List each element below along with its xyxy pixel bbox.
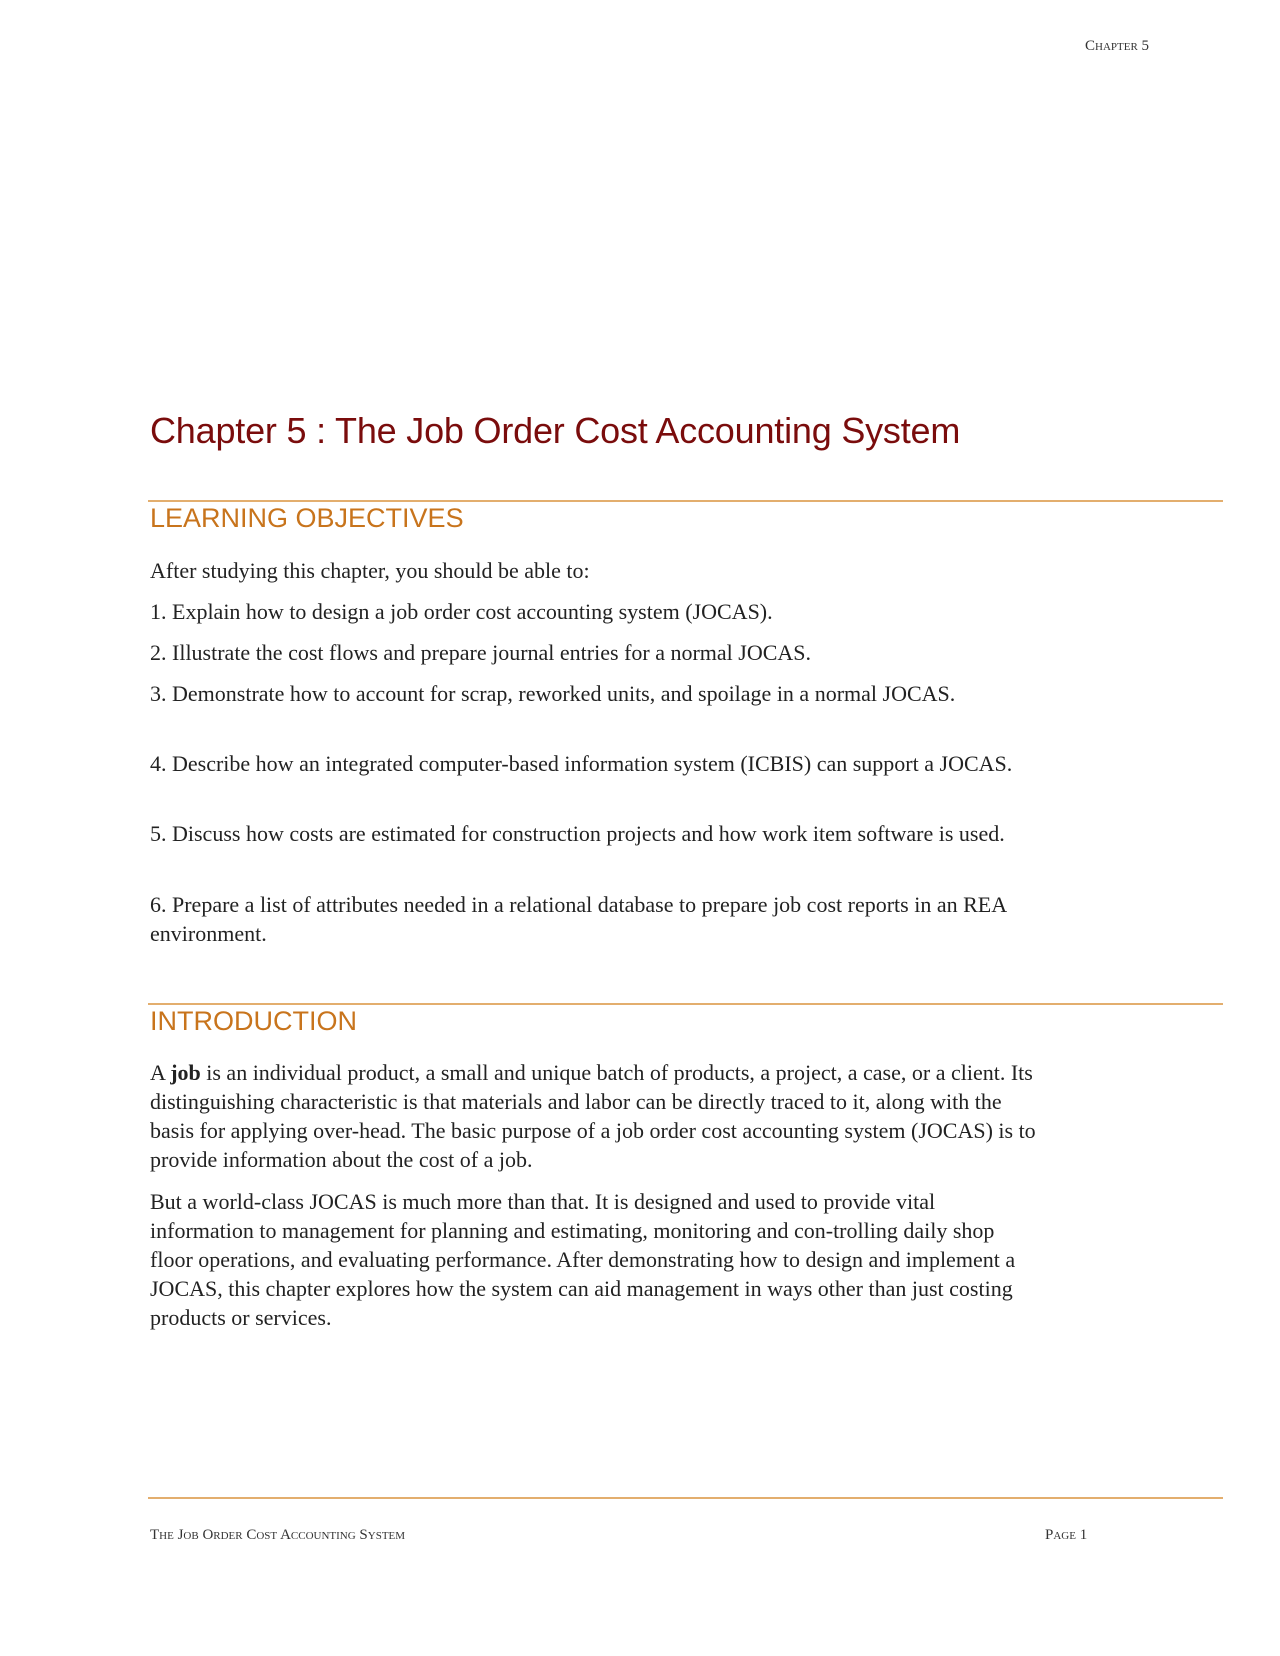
paragraph-lead: A xyxy=(150,1060,171,1085)
running-header: Chapter 5 xyxy=(1085,38,1150,54)
chapter-title: Chapter 5 : The Job Order Cost Accounting System xyxy=(150,410,961,451)
footer-divider xyxy=(148,1497,1223,1499)
page-number: Page 1 xyxy=(1045,1527,1088,1543)
objectives-intro: After studying this chapter, you should be able to: xyxy=(150,558,590,583)
objective-item-6: 6. Prepare a list of attributes needed in a relational database to prepare job cost reports in an REA environment. xyxy=(150,892,1006,946)
objective-item-1: 1. Explain how to design a job order cost accounting system (JOCAS). xyxy=(150,599,773,624)
objective-item-5: 5. Discuss how costs are estimated for construction projects and how work item software is used. xyxy=(150,821,1005,846)
learning-objectives-heading: LEARNING OBJECTIVES xyxy=(150,503,464,533)
introduction-paragraph-1 xyxy=(150,1058,1040,1174)
objective-item-2: 2. Illustrate the cost flows and prepare journal entries for a normal JOCAS. xyxy=(150,640,812,665)
introduction-heading: INTRODUCTION xyxy=(150,1006,357,1036)
objective-item-4: 4. Describe how an integrated computer-based information system (ICBIS) can support a JOCAS. xyxy=(150,751,1013,776)
paragraph-body: is an individual product, a small and unique batch of products, a project, a case, or a client. Its distinguishing characteristic is that materials and labor can be directly traced to it, along with the basis for applying over-head. The basic purpose of a job order cost accounting system (JOCAS) is to provide information about the cost of a job. xyxy=(150,1060,1036,1172)
term-job: job xyxy=(170,1060,201,1085)
section-divider xyxy=(148,500,1223,502)
introduction-paragraph-2: But a world-class JOCAS is much more than that. It is designed and used to provide vital information to management for planning and estimating, monitoring and con-trolling daily shop floor operations, and evaluating performance. After demonstrating how to design and implement a JOCAS, this chapter explores how the system can aid management in ways other than just costing products or services. xyxy=(150,1189,1016,1330)
footer-title: The Job Order Cost Accounting System xyxy=(150,1527,406,1543)
section-divider xyxy=(148,1003,1223,1005)
objective-item-3: 3. Demonstrate how to account for scrap, reworked units, and spoilage in a normal JOCAS. xyxy=(150,681,956,706)
